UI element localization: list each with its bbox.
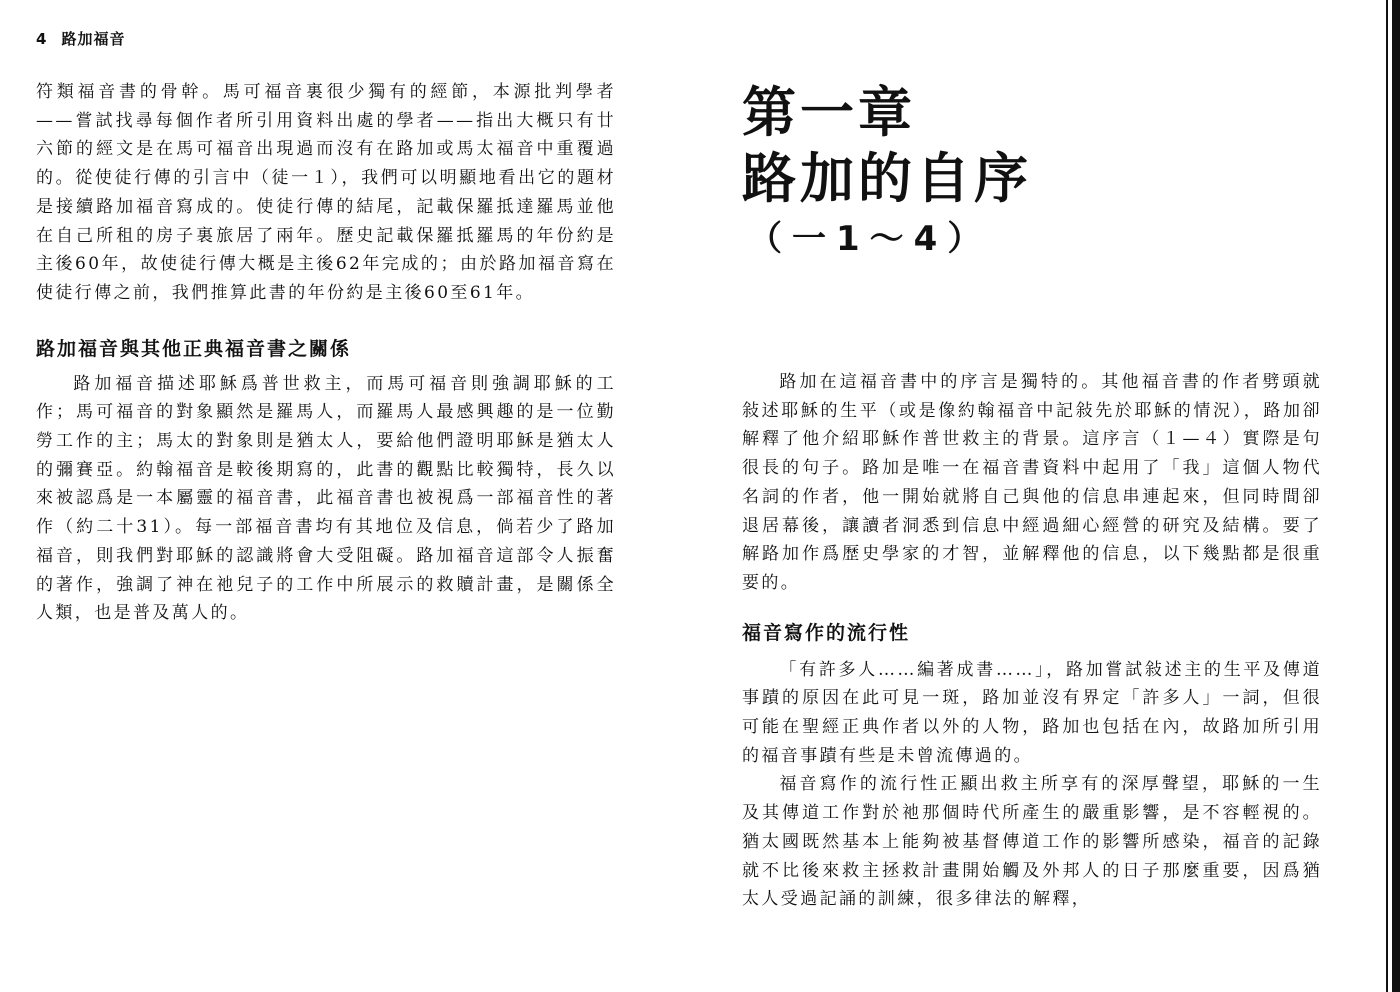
- body-paragraph: 符類福音書的骨幹。馬可福音裏很少獨有的經節，本源批判學者——嘗試找尋每個作者所引用資料出處的學者——指出大概只有廿六節的經文是在馬可福音出現過而沒有在路加或馬太福音中重覆過的。從使徒行傳的引言中（徒一１），我們可以明顯地看出它的題材是接續路加福音寫成的。使徒行傳的結尾，記載保羅抵達羅馬並他在自己所租的房子裏旅居了兩年。歷史記載保羅抵羅馬的年份約是主後60年，故使徒行傳大概是主後62年完成的；由於路加福音寫在使徒行傳之前，我們推算此書的年份約是主後60至61年。: [36, 82, 616, 303]
- scan-edge-line: [1386, 0, 1388, 992]
- scan-edge-bar: [1392, 0, 1400, 992]
- section-heading: 路加福音與其他正典福音書之關係: [36, 337, 352, 360]
- page-number: 4: [36, 30, 48, 48]
- chapter-verse-range: （一1～4）: [748, 219, 992, 259]
- body-paragraph: 福音寫作的流行性正顯出救主所享有的深厚聲望，耶穌的一生及其傳道工作對於祂那個時代所產生的嚴重影響，是不容輕視的。猶太國既然基本上能夠被基督傳道工作的影響所感染，福音的記錄就不比後來救主拯救計畫開始觸及外邦人的日子那麼重要，因爲猶太人受過記誦的訓練，很多律法的解釋，: [742, 774, 1322, 910]
- body-paragraph: 路加在這福音書中的序言是獨特的。其他福音書的作者劈頭就敍述耶穌的生平（或是像約翰福音中記敍先於耶穌的情況），路加卻解釋了他介紹耶穌作普世救主的背景。這序言（１—４）實際是句很長的句子。路加是唯一在福音書資料中起用了「我」這個人物代名詞的作者，他一開始就將自己與他的信息串連起來，但同時間卻退居幕後，讓讀者洞悉到信息中經過細心經營的研究及結構。要了解路加作爲歷史學家的才智，並解釋他的信息，以下幾點都是很重要的。: [742, 372, 1322, 593]
- running-head: [36, 28, 616, 50]
- right-page: [742, 80, 1322, 914]
- chapter-heading: [742, 80, 1322, 264]
- section-heading: 福音寫作的流行性: [742, 621, 911, 644]
- running-title: 路加福音: [61, 30, 126, 48]
- chapter-title: 路加的自序: [742, 147, 1032, 210]
- chapter-label: 第一章: [742, 81, 916, 144]
- body-paragraph: 路加福音描述耶穌爲普世救主，而馬可福音則強調耶穌的工作；馬可福音的對象顯然是羅馬人，而羅馬人最感興趣的是一位勤勞工作的主；馬太的對象則是猶太人，要給他們證明耶穌是猶太人的彌賽亞。約翰福音是較後期寫的，此書的觀點比較獨特，長久以來被認爲是一本屬靈的福音書，此福音書也被視爲一部福音性的著作（約二十31）。每一部福音書均有其地位及信息，倘若少了路加福音，則我們對耶穌的認識將會大受阻礙。路加福音這部令人振奮的著作，強調了神在祂兒子的工作中所展示的救贖計畫，是關係全人類，也是普及萬人的。: [36, 373, 616, 624]
- left-page: [36, 28, 616, 628]
- body-paragraph: 「有許多人……編著成書……」，路加嘗試敍述主的生平及傳道事蹟的原因在此可見一斑，路加並沒有界定「許多人」一詞，但很可能在聖經正典作者以外的人物，路加也包括在內，故路加所引用的福音事蹟有些是未曾流傳過的。: [742, 659, 1322, 766]
